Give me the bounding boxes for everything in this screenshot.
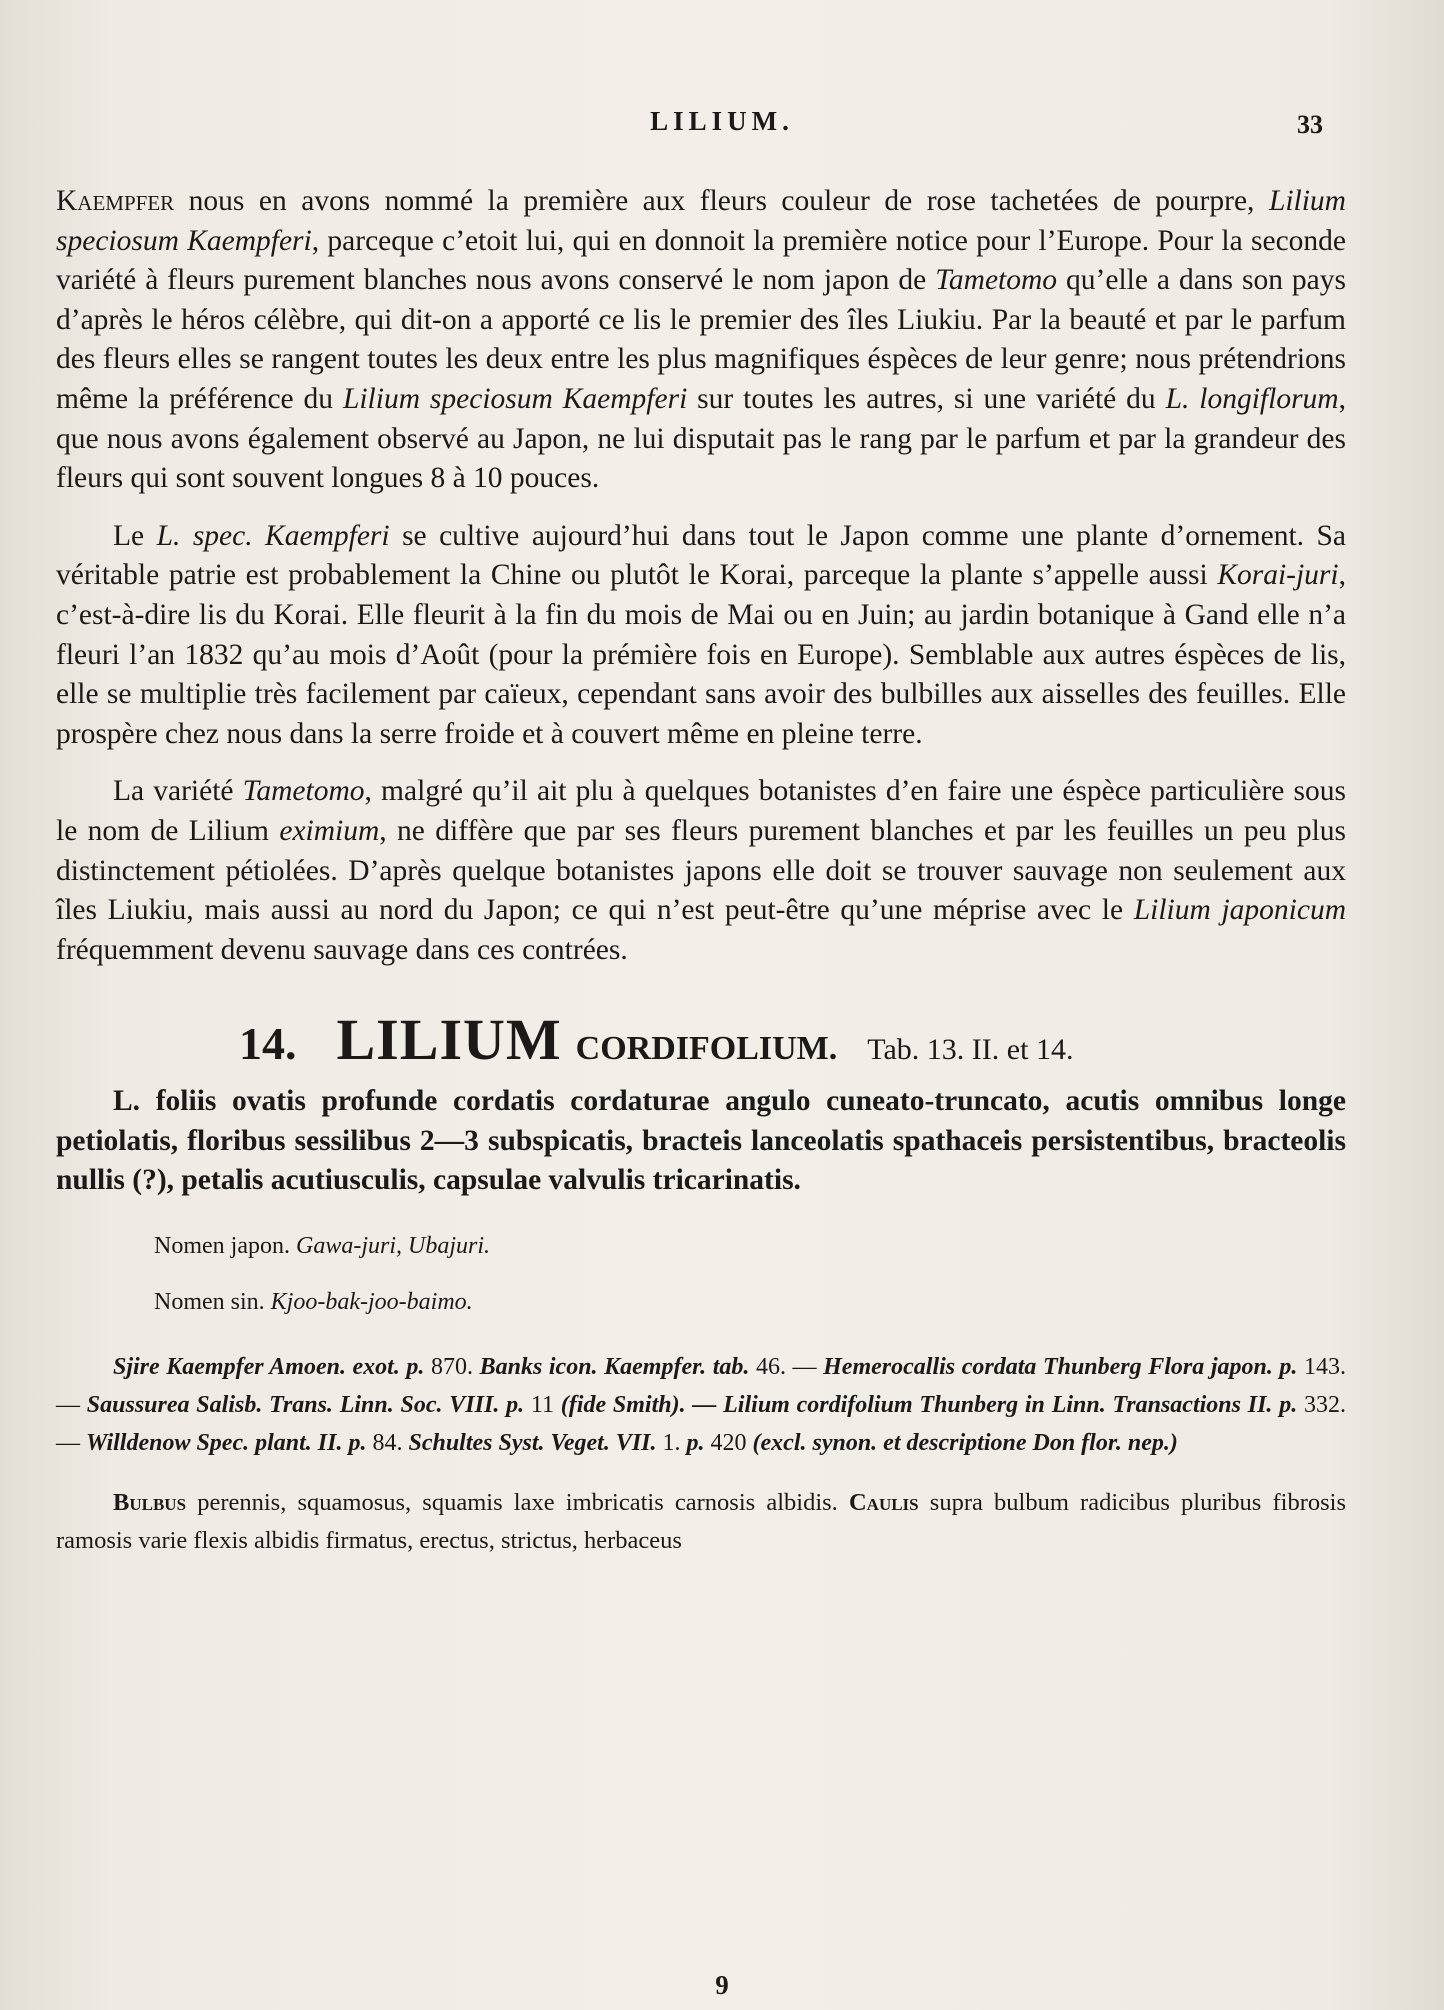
ref-number: 143. —	[56, 1354, 1347, 1419]
ref-text: Saussurea Salisb. Trans. Linn. Soc. VIII. p.	[86, 1392, 531, 1419]
ref-text: p.	[686, 1430, 711, 1457]
page-header	[0, 106, 1444, 150]
genus-name: LILIUM	[336, 1007, 562, 1073]
text-run: , ne diffère que par ses fleurs purement blanches et par les feuilles un peu plus distinctement pétiolées. D’après quelque botanistes japons elle doit se trouver sauvage non seulement aux îles Liukiu, mais aussi au nord du Japon; ce qui n’est peut-être qu’une méprise avec le	[56, 814, 1346, 927]
ref-text: Sjire Kaempfer Amoen. exot. p.	[113, 1354, 432, 1381]
japanese-name-line	[154, 1231, 1346, 1262]
text-run: , malgré qu’il ait plu à quelques botanistes d’en faire une éspèce particulière sous le nom de Lilium	[56, 775, 1346, 847]
ref-number: 11	[530, 1392, 561, 1419]
latin-diagnosis: L. foliis ovatis profunde cordatis cordaturae angulo cuneato-truncato, acutis omnibus longe petiolatis, floribus sessilibus 2—3 subspicatis, bracteis lanceolatis spathaceis persistentibus, bracteolis nullis (?), petalis acutiusculis, capsulae valvulis tricarinatis.	[56, 1085, 1346, 1197]
taxon-name: L. spec. Kaempferi	[156, 519, 390, 552]
variety-name: Tametomo	[242, 775, 365, 808]
plate-reference: Tab. 13. II. et 14.	[867, 1033, 1074, 1067]
text-run: Le	[113, 519, 157, 552]
morphological-description	[56, 1484, 1346, 1560]
paragraph-kaempfer	[56, 182, 1346, 499]
vernacular-name: Korai-juri	[1217, 559, 1339, 592]
text-run: supra bulbum radicibus pluribus fibrosis ramosis varie flexis albidis firmatus, erectus, strictus, herbaceus	[56, 1489, 1346, 1555]
text-run: qu’elle a dans son pays d’après le héros célèbre, qui dit-on a apporté ce lis le premier des îles Liukiu. Par la beauté et par le parfum des fleurs elles se rangent toutes les deux entre les plus magnifiques éspèces de leur genre; nous prétendrions même la préférence du	[56, 264, 1347, 415]
author-name: Kaempfer	[56, 185, 175, 217]
running-title: LILIUM.	[650, 106, 794, 136]
signature-mark: 9	[715, 1970, 729, 2000]
taxon-name: L. longiflorum	[1165, 382, 1339, 415]
names-block	[154, 1231, 1346, 1318]
taxon-name: Lilium speciosum Kaempferi	[56, 185, 1346, 257]
body-text	[56, 182, 1346, 1560]
ref-text: Hemerocallis cordata Thunberg Flora japon. p.	[823, 1354, 1305, 1381]
japanese-name: Gawa-juri, Ubajuri.	[295, 1233, 490, 1260]
ref-number: 84.	[372, 1430, 409, 1457]
organ-term: Bulbus	[113, 1489, 187, 1517]
ref-number: 420	[710, 1430, 753, 1457]
text-run: perennis, squamosus, squamis laxe imbricatis carnosis albidis.	[186, 1489, 849, 1517]
text-run: fréquemment devenu sauvage dans ces contrées.	[56, 933, 628, 966]
name-label: Nomen sin.	[154, 1289, 271, 1316]
paragraph-cultivation	[56, 517, 1346, 755]
text-run: , parceque c’etoit lui, qui en donnoit la première notice pour l’Europe. Pour la seconde variété à fleurs purement blanches nous avons conservé le nom japon de	[56, 224, 1347, 297]
ref-text: Schultes Syst. Veget. VII.	[408, 1430, 663, 1457]
name-label: Nomen japon.	[154, 1233, 296, 1260]
taxon-name: Lilium speciosum Kaempferi	[342, 382, 688, 415]
species-heading	[239, 1006, 1346, 1076]
organ-term: Caulis	[848, 1489, 919, 1517]
paragraph-tametomo	[56, 772, 1346, 970]
synonymy-references	[56, 1348, 1346, 1462]
species-epithet: CORDIFOLIUM.	[575, 1030, 838, 1068]
variety-name: Tametomo	[935, 264, 1058, 297]
chinese-name: Kjoo-bak-joo-baimo.	[270, 1289, 473, 1316]
taxon-epithet: eximium	[279, 814, 380, 847]
chinese-name-line	[154, 1287, 1346, 1318]
text-run: , c’est-à-dire lis du Korai. Elle fleurit à la fin du mois de Mai ou en Juin; au jardin botanique à Gand elle n’a fleuri l’an 1832 qu’au mois d’Août (pour la prémière fois en Europe). Semblable aux autres éspèces de lis, elle se multiplie très facilement par caïeux, cependant sans avoir des bulbilles aux aisselles des feuilles. Elle prospère chez nous dans la serre froide et à couvert même en pleine terre.	[56, 559, 1346, 750]
ref-number: 870.	[431, 1354, 480, 1381]
text-run: , que nous avons également observé au Japon, ne lui disputait pas le rang par le parfum et par la grandeur des fleurs qui sont souvent longues 8 à 10 pouces.	[56, 382, 1346, 495]
page-number: 33	[1297, 110, 1323, 139]
ref-text: (excl. synon. et descriptione Don flor. nep.)	[752, 1430, 1178, 1457]
ref-text: (fide Smith). — Lilium cordifolium Thunberg in Linn. Transactions II. p.	[560, 1392, 1305, 1419]
species-number: 14.	[239, 1018, 297, 1070]
ref-number: 1.	[662, 1430, 687, 1457]
text-run: La variété	[113, 775, 243, 808]
taxon-name: Lilium japonicum	[1133, 894, 1347, 927]
text-run: se cultive aujourd’hui dans tout le Japon comme une plante d’ornement. Sa véritable patrie est probablement la Chine ou plutôt le Korai, parceque la plante s’appelle aussi	[56, 519, 1346, 592]
ref-text: Banks icon. Kaempfer. tab.	[479, 1354, 756, 1381]
text-run: sur toutes les autres, si une variété du	[687, 382, 1166, 415]
ref-text: Willdenow Spec. plant. II. p.	[86, 1430, 373, 1457]
ref-number: 46. —	[755, 1354, 824, 1381]
text-run: nous en avons nommé la première aux fleurs couleur de rose tachetées de pourpre,	[174, 185, 1269, 217]
ref-number: 332. —	[56, 1392, 1347, 1457]
